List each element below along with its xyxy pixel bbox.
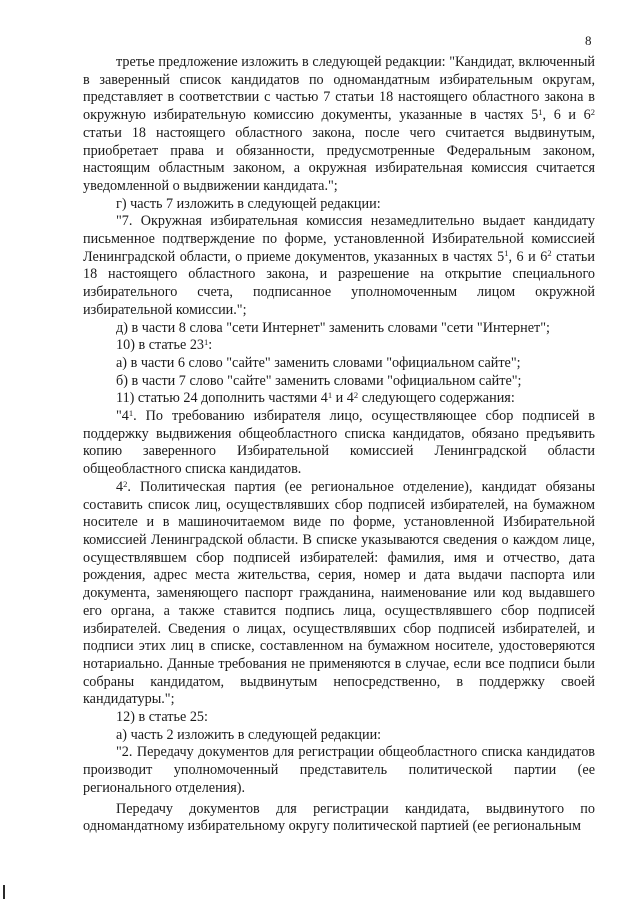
margin-mark (3, 885, 5, 899)
text-run: 10) в статье 23 (116, 337, 205, 354)
text-run: "4 (116, 408, 129, 425)
text-run: 4 (116, 478, 124, 495)
text-run: а) часть 2 изложить в следующей редакции: (116, 726, 382, 743)
text-run: 11) статью 24 дополнить частями 4 (116, 390, 328, 407)
paragraph-14 (83, 801, 595, 836)
text-run: г) часть 7 изложить в следующей редакции: (116, 195, 381, 212)
paragraph-3 (83, 213, 595, 319)
text-run: и 4 (332, 390, 354, 407)
superscript-index: 1 (204, 337, 209, 347)
paragraph-5 (83, 337, 595, 355)
paragraph-8 (83, 390, 595, 408)
paragraph-9 (83, 408, 595, 479)
text-run: "2. Передачу документов для регистрации общеобластного списка кандидатов производит уполномоченный представитель политической партии (ее регионального отделения). (83, 744, 595, 796)
text-run: следующего содержания: (358, 390, 515, 407)
text-run: третье предложение изложить в следующей редакции: "Кандидат, включенный в заверенный список кандидатов по одномандатным избирательным округам, представляет в соответствии с частью 7 статьи 18 настоящего областного закона в окружную избирательную комиссию документы, указанные в частях 5 (83, 54, 595, 124)
paragraph-6 (83, 355, 595, 373)
paragraph-2 (83, 196, 595, 214)
text-run: д) в части 8 слова "сети Интернет" заменить словами "сети "Интернет"; (116, 319, 550, 336)
superscript-index: 2 (590, 106, 596, 117)
text-run: б) в части 7 слово "сайте" заменить словами "официальном сайте"; (116, 372, 522, 389)
superscript-index: 1 (128, 407, 134, 418)
text-run: статьи 18 настоящего областного закона, и разрешение на открытие специального избирательного счета, подписанное уполномоченным лицом окружной избирательной комиссии."; (83, 248, 595, 318)
superscript-index: 2 (547, 248, 552, 259)
text-run: 12) в статье 25: (116, 709, 208, 726)
paragraph-10 (83, 479, 595, 709)
superscript-index: 1 (327, 390, 333, 401)
text-run: : (208, 337, 213, 354)
superscript-index: 1 (538, 106, 543, 117)
text-run: , 6 и 6 (508, 248, 548, 265)
text-run: а) в части 6 слово "сайте" заменить словами "официальном сайте"; (116, 354, 521, 371)
paragraph-1 (83, 54, 595, 196)
paragraph-4 (83, 320, 595, 338)
text-run: "7. Окружная избирательная комиссия незамедлительно выдает кандидату письменное подтверждение по форме, установленной Избирательной комиссией Ленинградской области, о приеме документов, указанных в частях 5 (83, 213, 595, 265)
superscript-index: 1 (504, 248, 509, 259)
text-run: , 6 и 6 (542, 107, 591, 124)
text-run: статьи 18 настоящего областного закона, после чего считается выдвинутым, приобретает права и обязанности, предусмотренные Федеральным законом, настоящим областным законом, а окружная избирательная комиссия считается уведомленной о выдвижении кандидата."; (83, 124, 595, 194)
text-run: Передачу документов для регистрации кандидата, выдвинутого по одномандатному избирательному округу политической партией (ее региональным (83, 800, 595, 835)
text-run: . По требованию избирателя лицо, осуществляющее сбор подписей в поддержку выдвижения общеобластного списка кандидатов, обязано предъявить копию заверенного Избирательной комиссией Ленинградской области общеобластного списка кандидатов. (83, 408, 595, 478)
paragraph-12 (83, 727, 595, 745)
paragraph-11 (83, 709, 595, 727)
text-run: . Политическая партия (ее региональное отделение), кандидат обязаны составить список лиц, осуществлявших сбор подписей избирателей, на бумажном носителе и в машиночитаемом виде по форме, установленной Избирательной комиссией Ленинградской области. В списке указываются сведения о каждом лице, осуществлявшем сбор подписей избирателей: фамилия, имя и отчество, дата рождения, адрес места жительства, серия, номер и дата выдачи паспорта или документа, заменяющего паспорт гражданина, наименование или код выдавшего его органа, а также ставится подпись лица, осуществлявшего сбор подписей избирателей. Сведения о лицах, осуществлявших сбор подписей избирателей, и подписи этих лиц в списке, составленном на бумажном носителе, удостоверяются нотариально. Данные требования не применяются в случае, если все подписи были собраны кандидатом, выдвинутым непосредственно, в поддержку своей кандидатуры."; (83, 478, 595, 708)
paragraph-13 (83, 744, 595, 797)
superscript-index: 2 (353, 390, 359, 401)
page-number: 8 (585, 33, 592, 48)
superscript-index: 2 (123, 478, 128, 489)
document-body (83, 54, 595, 836)
paragraph-7 (83, 373, 595, 391)
